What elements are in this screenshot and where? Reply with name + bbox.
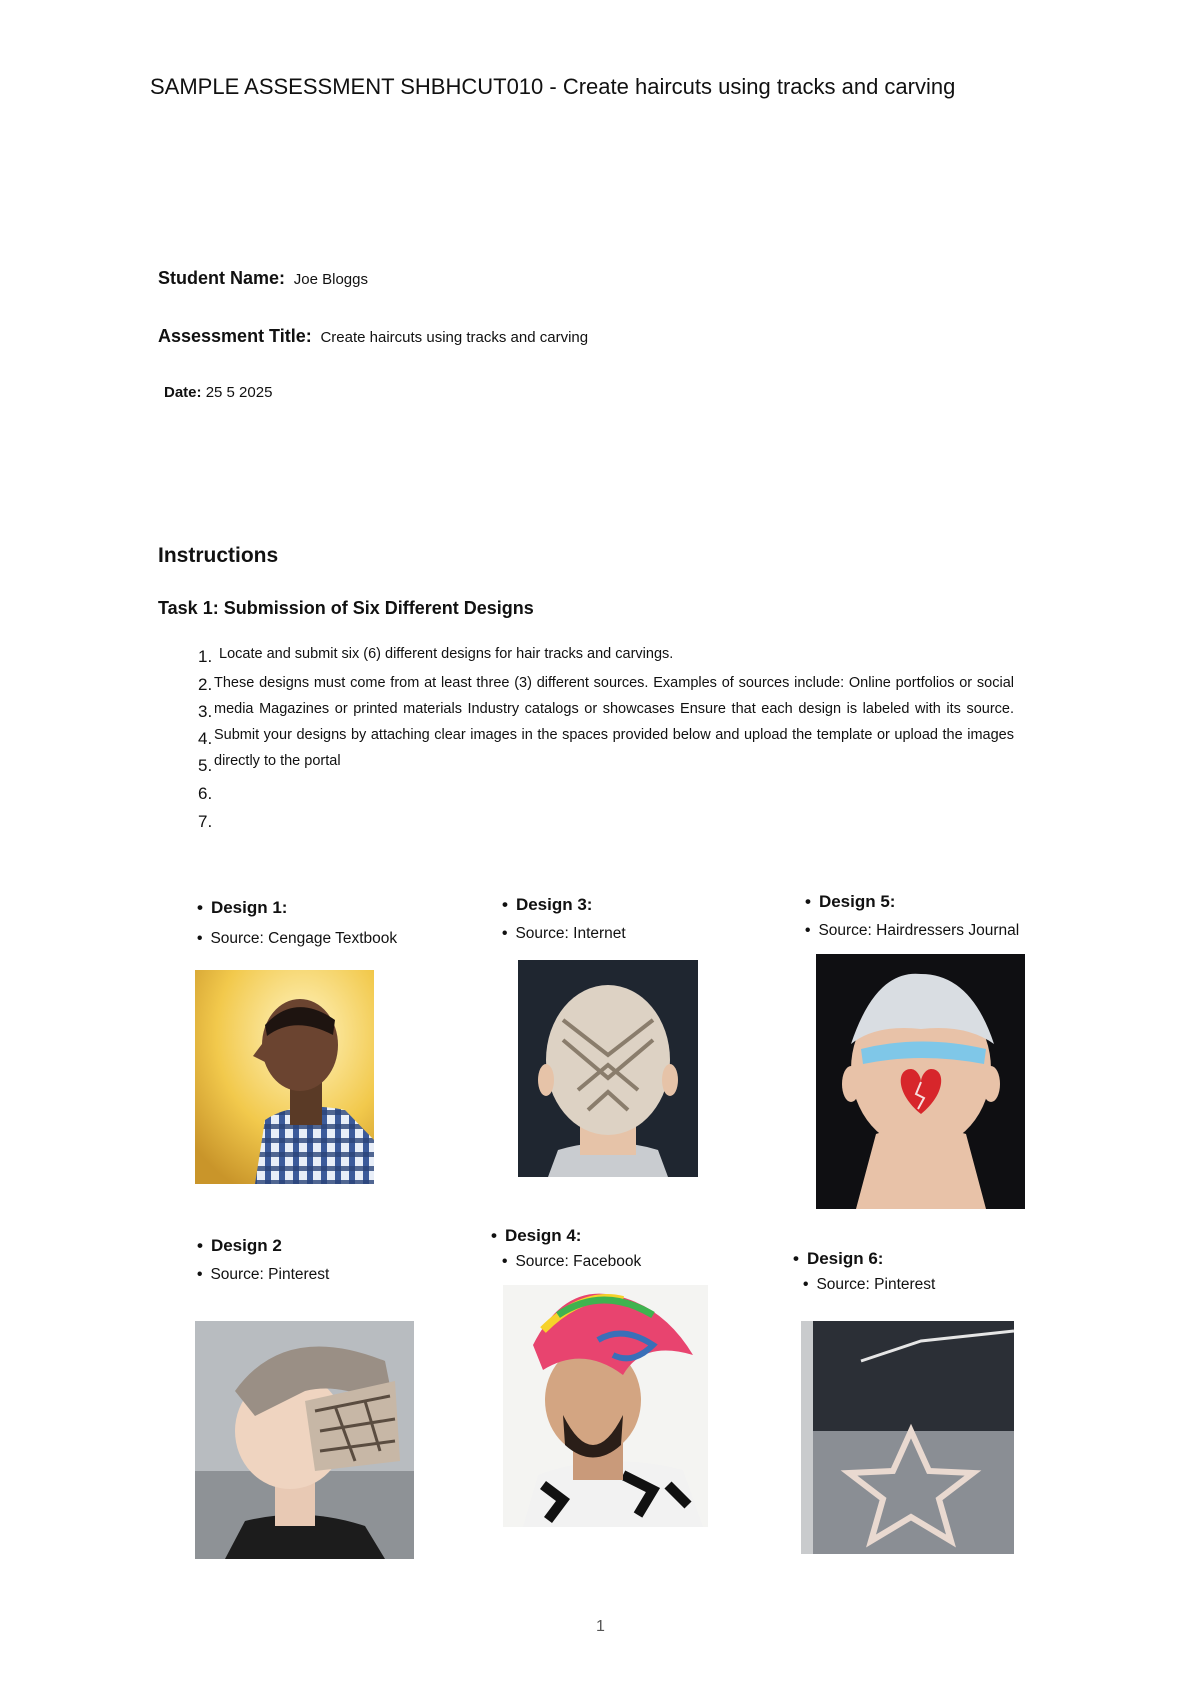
bullet-icon: • xyxy=(197,898,203,917)
list-number: 3. xyxy=(198,702,213,721)
design-4-source: • Source: Facebook xyxy=(502,1253,642,1270)
student-name-value: Joe Bloggs xyxy=(293,271,368,288)
list-number: 4. xyxy=(198,729,213,748)
instruction-paragraph: These designs must come from at least three (3) different sources. Examples of sources include: Online portfolios or social media Magazines or printed materials Industry catalogs or showcases Ensure that each design is labeled with its source. Submit your designs by attaching clear images in the spaces provided below and upload the template or upload the images directly to the portal xyxy=(214,675,1014,769)
list-number: 2. xyxy=(198,675,213,694)
bullet-icon: • xyxy=(803,1276,809,1293)
bullet-icon: • xyxy=(197,1266,203,1283)
bullet-icon: • xyxy=(793,1249,799,1268)
date-value: 25 5 2025 xyxy=(205,384,273,401)
list-number: 5. xyxy=(198,756,213,775)
assessment-title-label: Assessment Title: xyxy=(158,326,312,346)
design-3-image xyxy=(518,960,698,1177)
bullet-icon: • xyxy=(197,1236,203,1255)
design-3-title: • Design 3: xyxy=(502,895,593,914)
instruction-line-1: Locate and submit six (6) different designs for hair tracks and carvings. xyxy=(219,646,674,662)
design-5-source: • Source: Hairdressers Journal xyxy=(805,922,1020,939)
design-5-title: • Design 5: xyxy=(805,892,896,911)
bullet-icon: • xyxy=(502,895,508,914)
design-6-title: • Design 6: xyxy=(793,1249,884,1268)
task-heading: Task 1: Submission of Six Different Designs xyxy=(158,598,534,618)
student-name-label: Student Name: xyxy=(158,268,286,288)
assessment-title-value: Create haircuts using tracks and carving xyxy=(320,329,589,346)
page-number: 1 xyxy=(596,1618,605,1635)
list-number: 1. xyxy=(198,647,213,666)
design-6-image xyxy=(801,1321,1014,1554)
instructions-heading: Instructions xyxy=(158,544,279,567)
bullet-icon: • xyxy=(805,922,811,939)
design-1-source: • Source: Cengage Textbook xyxy=(197,930,398,947)
date-label: Date: xyxy=(164,384,202,401)
design-2-image xyxy=(195,1321,414,1559)
list-number: 7. xyxy=(198,812,213,831)
bullet-icon: • xyxy=(197,930,203,947)
design-3-source: • Source: Internet xyxy=(502,925,626,942)
bullet-icon: • xyxy=(502,925,508,942)
date-field xyxy=(164,384,272,401)
design-5-image xyxy=(816,954,1025,1209)
design-1-title: • Design 1: xyxy=(197,898,288,917)
design-2-title: • Design 2 xyxy=(197,1236,282,1255)
bullet-icon: • xyxy=(491,1226,497,1245)
bullet-icon: • xyxy=(805,892,811,911)
design-4-title: • Design 4: xyxy=(491,1226,582,1245)
student-name-field xyxy=(158,268,368,289)
design-2-source: • Source: Pinterest xyxy=(197,1266,330,1283)
list-number: 6. xyxy=(198,784,213,803)
bullet-icon: • xyxy=(502,1253,508,1270)
assessment-title-field xyxy=(158,326,588,347)
design-4-image xyxy=(503,1285,708,1527)
design-1-image xyxy=(195,970,374,1184)
design-6-source: • Source: Pinterest xyxy=(803,1276,936,1293)
document-header-title: SAMPLE ASSESSMENT SHBHCUT010 - Create haircuts using tracks and carving xyxy=(150,74,956,99)
